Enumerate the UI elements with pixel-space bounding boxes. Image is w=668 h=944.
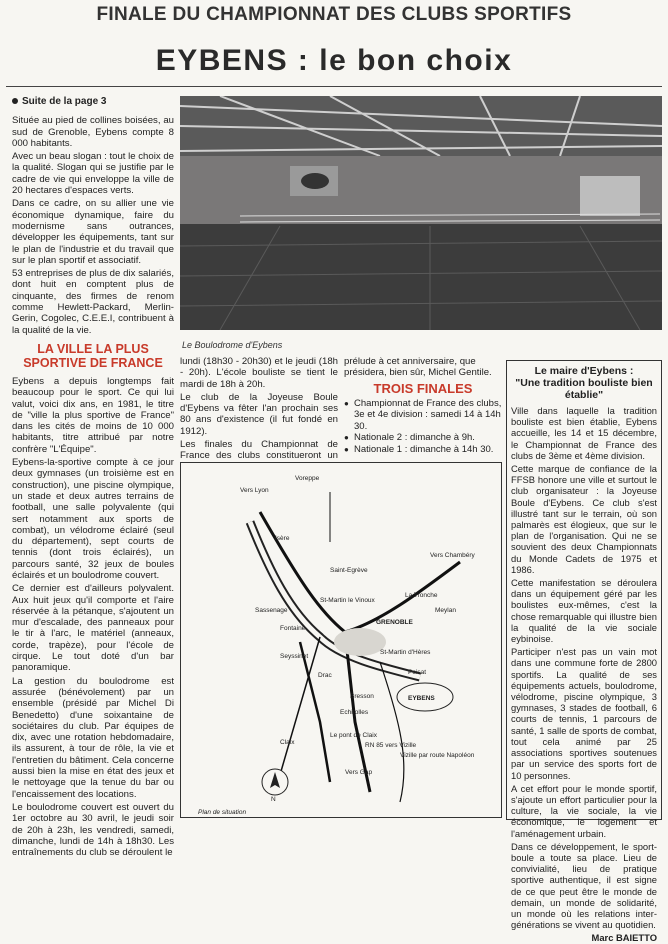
header-rule (6, 86, 662, 87)
paragraph: Ville dans laquelle la tradition bouliste est bien établie, Eybens accueille, les 14 et 15 décembre, le Championnat de France des clubs de 3ème et 4ème division. (511, 405, 657, 461)
paragraph: A cet effort pour le monde sportif, s'ajoute un effort particulier pour la culture, la vie sociale, la vie économique, le logement et l'aménagement urbain. (511, 782, 657, 839)
paragraph: Située au pied de collines boisées, au sud de Grenoble, Eybens compte 8 000 habitants. (12, 115, 174, 149)
map-label: Vizille par route Napoléon (400, 752, 475, 759)
map-label: GRENOBLE (376, 619, 413, 626)
map-label: EYBENS (408, 695, 435, 702)
map-label: Poisat (408, 669, 427, 676)
map-label: La Tronche (405, 592, 438, 599)
page-title: EYBENS : le bon choix (155, 44, 513, 77)
finals-title: TROIS FINALES (373, 380, 473, 396)
map-label: Echirolles (340, 709, 369, 716)
map-label: Isère (275, 535, 290, 542)
paragraph: Avec un beau slogan : tout le choix de la qualité. Slogan qui se justifie par le cadre de vie qui enveloppe la ville de 20 hectares d'espaces verts. (12, 151, 174, 197)
box-title (511, 365, 657, 401)
box-title-line: Le maire d'Eybens : (534, 365, 634, 377)
paragraph: La gestion du boulodrome est assurée (bénévolement) par un ensemble (présidé par Michel Di Benedetto) d'une soixantaine de sociétaires du club. Par équipes de dix, avec une rotation hebdomadaire, ils assurent, à tour de rôle, la vie et l'entretien du bâtiment. Cela concerne aussi bien la mise en état des jeux et le nettoyage que la tenue du bar ou l'encaissement des locations. (12, 675, 174, 800)
map-graphic (180, 462, 502, 818)
section-title: LA VILLE LA PLUS SPORTIVE DE FRANCE (23, 341, 163, 370)
paragraph: Dans ce développement, le sport-boule a toute sa place. Lieu de convivialité, lieu de pratique sportive authentique, il est signe de ce que peut être le monde de demain, un monde de solidarité, un monde où les relations inter-générations se vivent au quotidien. (511, 840, 657, 931)
map-label: Sassenage (255, 607, 288, 614)
finals-item: ● Nationale 1 : dimanche à 14h 30. (344, 444, 502, 456)
paragraph: Cette manifestation se déroulera dans un équipement géré par les boulistes eux-mêmes, c'est la chose remarquable qui illustre bien la qualité de la vie sociale eybinoise. (511, 577, 657, 645)
paragraph: Ce dernier est d'ailleurs polyvalent. Aux huit jeux qu'il comporte et l'aire réservée à la pétanque, s'ajoutent un mur d'escalade, des panneaux pour le tir à l'arc, le matériel (anneaux, corde, trapèze), pour l'école de cirque. Le tout doté d'un bar panoramique. (12, 583, 174, 674)
paragraph: Le boulodrome couvert est ouvert du 1er octobre au 30 avril, le jeudi soir de 20h à 23h, les vendredi, samedi, dimanche, lundi de 14h à 18h30. Les entraînements du club se déroulent le (12, 801, 174, 859)
paragraph: prélude à cet anniversaire, que présidera, bien sûr, Michel Gentile. (344, 356, 492, 379)
mayor-quote-box (506, 360, 662, 944)
map-label: Le pont de Claix (330, 732, 377, 739)
paragraph: 53 entreprises de plus de dix salariés, dont huit en comptent plus de cinquante, des firmes de renom comme Hewlett-Packard, Merlin-Gerin, Cogolec, C.E.E.I, contribuent à la qualité de la vie. (12, 268, 174, 336)
box-title-line: "Une tradition bouliste bien établie" (515, 377, 653, 401)
paragraph: Le club de la Joyeuse Boule d'Eybens va fêter l'an prochain ses 80 ans d'existence (il fut fondé en 1912). (180, 391, 338, 437)
map-label: Meylan (435, 607, 456, 614)
map-label: Seyssinet (280, 653, 309, 660)
map-label: Saint-Egrève (330, 567, 368, 574)
north-arrow-icon (262, 769, 288, 795)
photo-caption: Le Boulodrome d'Eybens (182, 340, 283, 350)
map-label: Bresson (350, 693, 374, 700)
map-label: Drac (318, 672, 332, 679)
map-label: St-Martin le Vinoux (320, 597, 375, 604)
column-right-top (344, 356, 502, 455)
map-label: Vers Chambéry (430, 552, 475, 559)
map-label: N (271, 796, 276, 803)
map-label: Voreppe (295, 475, 320, 482)
map-caption: Plan de situation (198, 809, 247, 816)
map-label: Vers Gap (345, 769, 373, 776)
continued-note: Suite de la page 3 (12, 96, 174, 107)
map-label: St-Martin d'Hères (380, 649, 431, 656)
map-label: Vers Lyon (240, 487, 269, 494)
column-left (12, 96, 174, 860)
signature: Marc BAIETTO (591, 932, 657, 944)
paragraph: Eybens-la-sportive compte à ce jour deux gymnases (un troisième est en construction), une piscine olympique, un stade et deux autres terrains de football, une salle polyvalente (qui sert notamment aux sports de combat), un vélodrome éclairé (seul du département), sept courts de tennis (dont trois éclairés), un parcours santé, 32 jeux de boules éclairés et un boulodrome couvert. (12, 457, 174, 581)
paragraph: Participer n'est pas un vain mot dans une commune forte de 2800 sportifs. La qualité de ses équipements actuels, boulodrome, vélodrome, piscine olympique, 3 gymnases, 3 stades de football, 6 courts de tennis, 1 parcours de santé, 1 salle de sports de combat, tout cela animé par 25 associations sportives soutenues par un service des sports fort de 10 personnes. (511, 646, 657, 781)
paragraph: Eybens a depuis longtemps fait beaucoup pour le sport. Ce qui lui valut, voici dix ans, en 1981, le titre de "ville la plus sportive de France" dans les cités de moins de 10 000 habitants, titre attribué par notre confrère "L'Équipe". (12, 375, 174, 455)
photo-illustration (180, 96, 662, 330)
map-label: Claix (280, 739, 295, 746)
finals-item: ● Nationale 2 : dimanche à 9h. (344, 432, 502, 444)
paragraph: Les finales du Championnat de France des clubs constitueront un (180, 439, 338, 462)
kicker-headline: FINALE DU CHAMPIONNAT DES CLUBS SPORTIFS (96, 4, 572, 25)
location-map (180, 462, 502, 818)
paragraph: Dans ce cadre, on su allier une vie économique dynamique, faire du modernisme sans outrances, développer les équipements, tant sur le plan de l'industrie et du travail que sur le plan sportif et associatif. (12, 198, 174, 266)
map-label: RN 85 vers Vizille (365, 742, 417, 749)
finals-item: ● Championnat de France des clubs, 3e et 4e division : samedi 14 à 14h 30. (344, 398, 502, 433)
paragraph: Cette marque de confiance de la FFSB honore une ville et surtout le club organisateur : la Joyeuse Boule d'Eybens. Ce club s'est illustré tant sur le terrain, où son palmarès est élogieux, que sur le plan de l'organisation. Qui ne se souvient des deux Championnats du Monde Cadets de 1975 et 1986. (511, 463, 657, 575)
column-middle (180, 356, 338, 475)
boulodrome-photo (180, 96, 662, 330)
paragraph: lundi (18h30 - 20h30) et le jeudi (18h - 20h). L'école bouliste se tient le mardi de 18h à 20h. (180, 356, 338, 390)
map-label: Fontaine (280, 625, 306, 632)
bullet-icon (12, 98, 18, 104)
